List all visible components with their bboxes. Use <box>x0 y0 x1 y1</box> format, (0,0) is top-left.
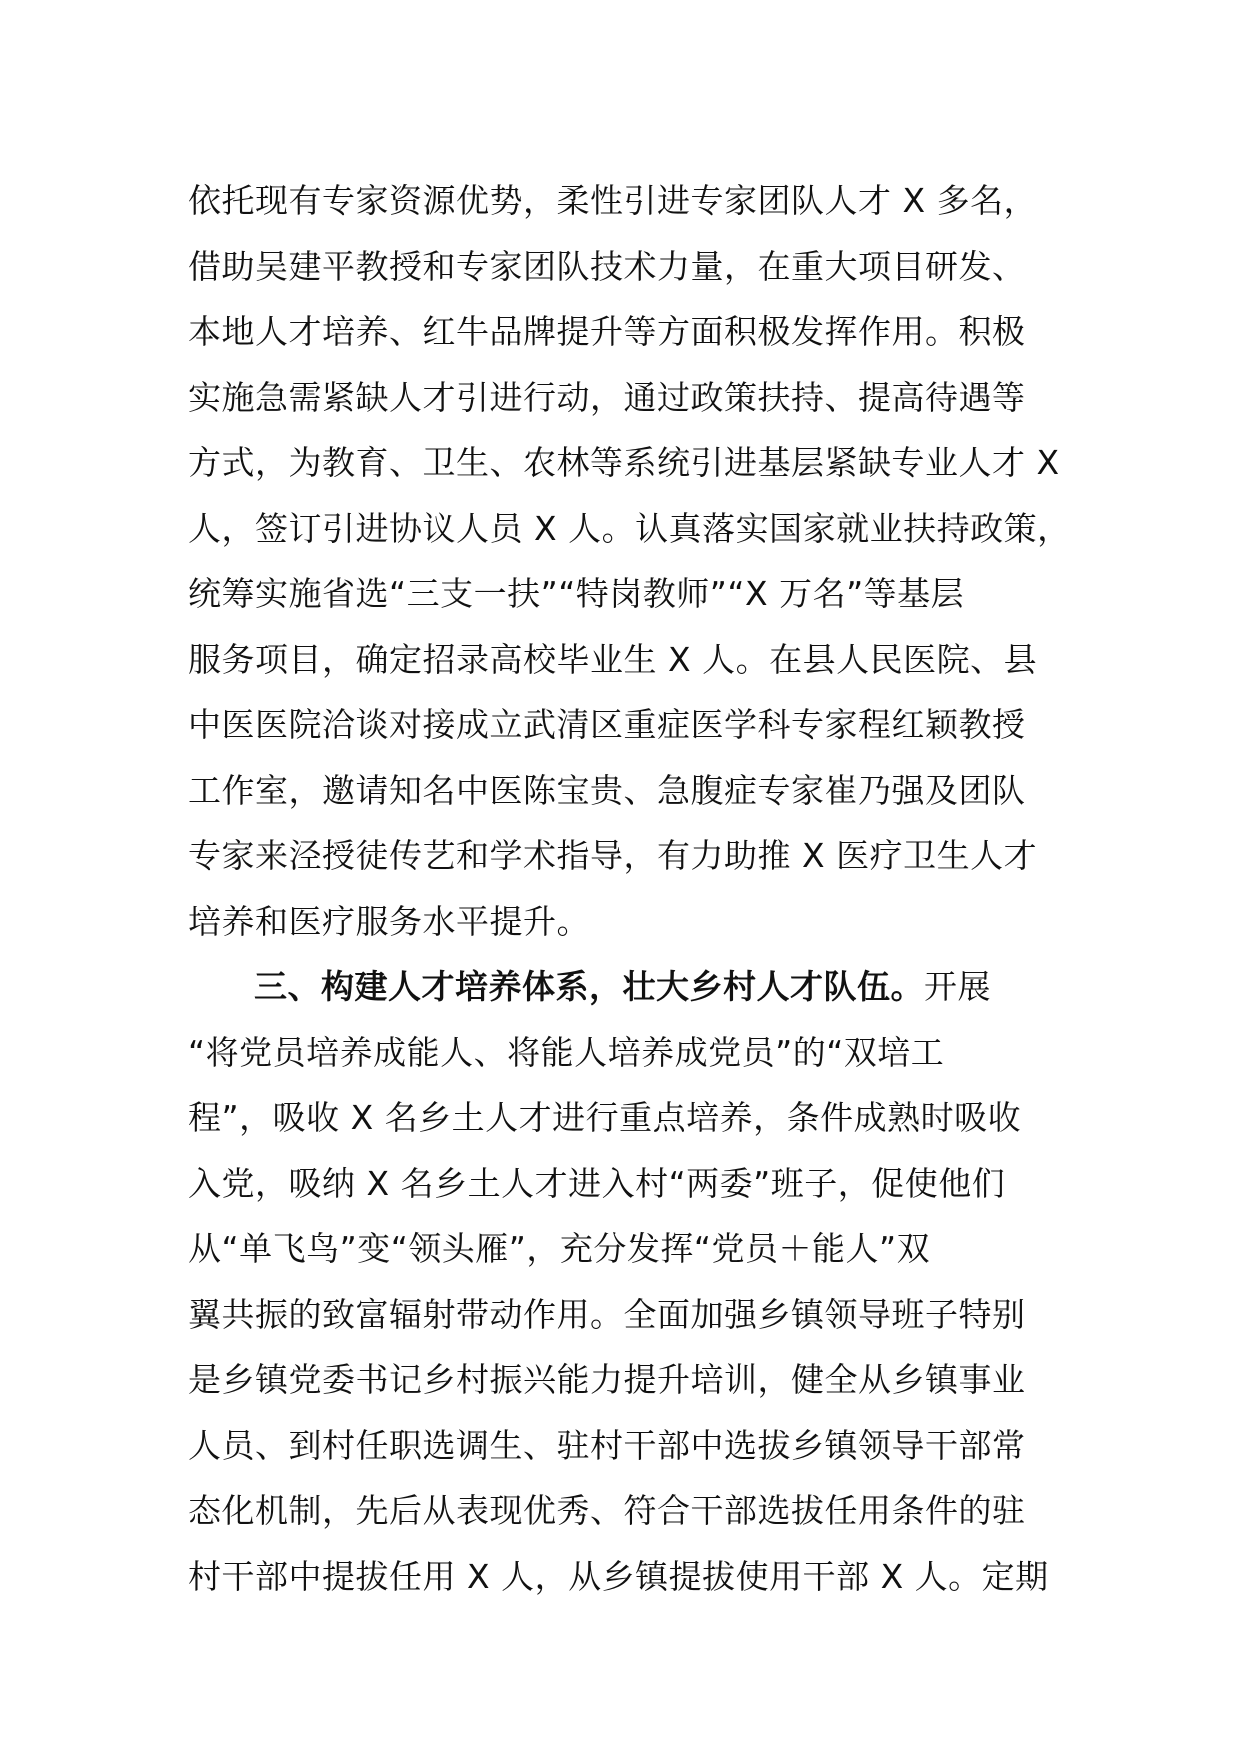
paragraph-line: “将党员培养成能人、将能人培养成党员”的“双培工 <box>188 1032 945 1072</box>
paragraph-line: 态化机制，先后从表现优秀、符合干部选拔任用条件的驻 <box>188 1491 1026 1530</box>
paragraph-line: 人，签订引进协议人员 X 人。认真落实国家就业扶持政策， <box>188 508 1071 548</box>
paragraph-line: 程”，吸收 X 名乡土人才进行重点培养，条件成熟时吸收 <box>188 1098 1022 1137</box>
paragraph-line: 培养和医疗服务水平提升。 <box>188 901 590 941</box>
body-text <box>188 168 1071 1609</box>
paragraph-line: 工作室，邀请知名中医陈宝贵、急腹症专家崔乃强及团队 <box>188 770 1026 810</box>
paragraph-line: 从“单飞鸟”变“领头雁”，充分发挥“党员＋能人”双 <box>188 1229 931 1268</box>
paragraph-line: 翼共振的致富辐射带动作用。全面加强乡镇领导班子特别 <box>188 1294 1026 1334</box>
paragraph-line: 服务项目，确定招录高校毕业生 X 人。在县人民医院、县 <box>188 639 1038 679</box>
section-heading-continuation: 开展 <box>924 967 991 1006</box>
paragraph-line: 人员、到村任职选调生、驻村干部中选拔乡镇领导干部常 <box>188 1425 1026 1465</box>
paragraph-line: 依托现有专家资源优势，柔性引进专家团队人才 X 多名， <box>188 181 1038 220</box>
paragraph-line: 村干部中提拔任用 X 人，从乡镇提拔使用干部 X 人。定期 <box>188 1556 1049 1596</box>
paragraph-line: 入党，吸纳 X 名乡土人才进入村“两委”班子，促使他们 <box>188 1163 1006 1203</box>
section-heading: 三、构建人才培养体系，壮大乡村人才队伍。 <box>254 967 924 1006</box>
paragraph-line: 方式，为教育、卫生、农林等系统引进基层紧缺专业人才 X <box>188 443 1060 482</box>
paragraph-line: 专家来泾授徒传艺和学术指导，有力助推 X 医疗卫生人才 <box>188 836 1038 875</box>
section-heading-line <box>188 954 1068 1020</box>
paragraph-line: 统筹实施省选“三支一扶”“特岗教师”“X 万名”等基层 <box>188 574 965 613</box>
paragraph-line: 本地人才培养、红牛品牌提升等方面积极发挥作用。积极 <box>188 312 1026 351</box>
paragraph-line: 是乡镇党委书记乡村振兴能力提升培训，健全从乡镇事业 <box>188 1360 1026 1399</box>
paragraph-line: 实施急需紧缺人才引进行动，通过政策扶持、提高待遇等 <box>188 377 1026 417</box>
paragraph-line: 中医医院洽谈对接成立武清区重症医学科专家程红颖教授 <box>188 705 1026 744</box>
paragraph-line: 借助吴建平教授和专家团队技术力量，在重大项目研发、 <box>188 246 1026 286</box>
